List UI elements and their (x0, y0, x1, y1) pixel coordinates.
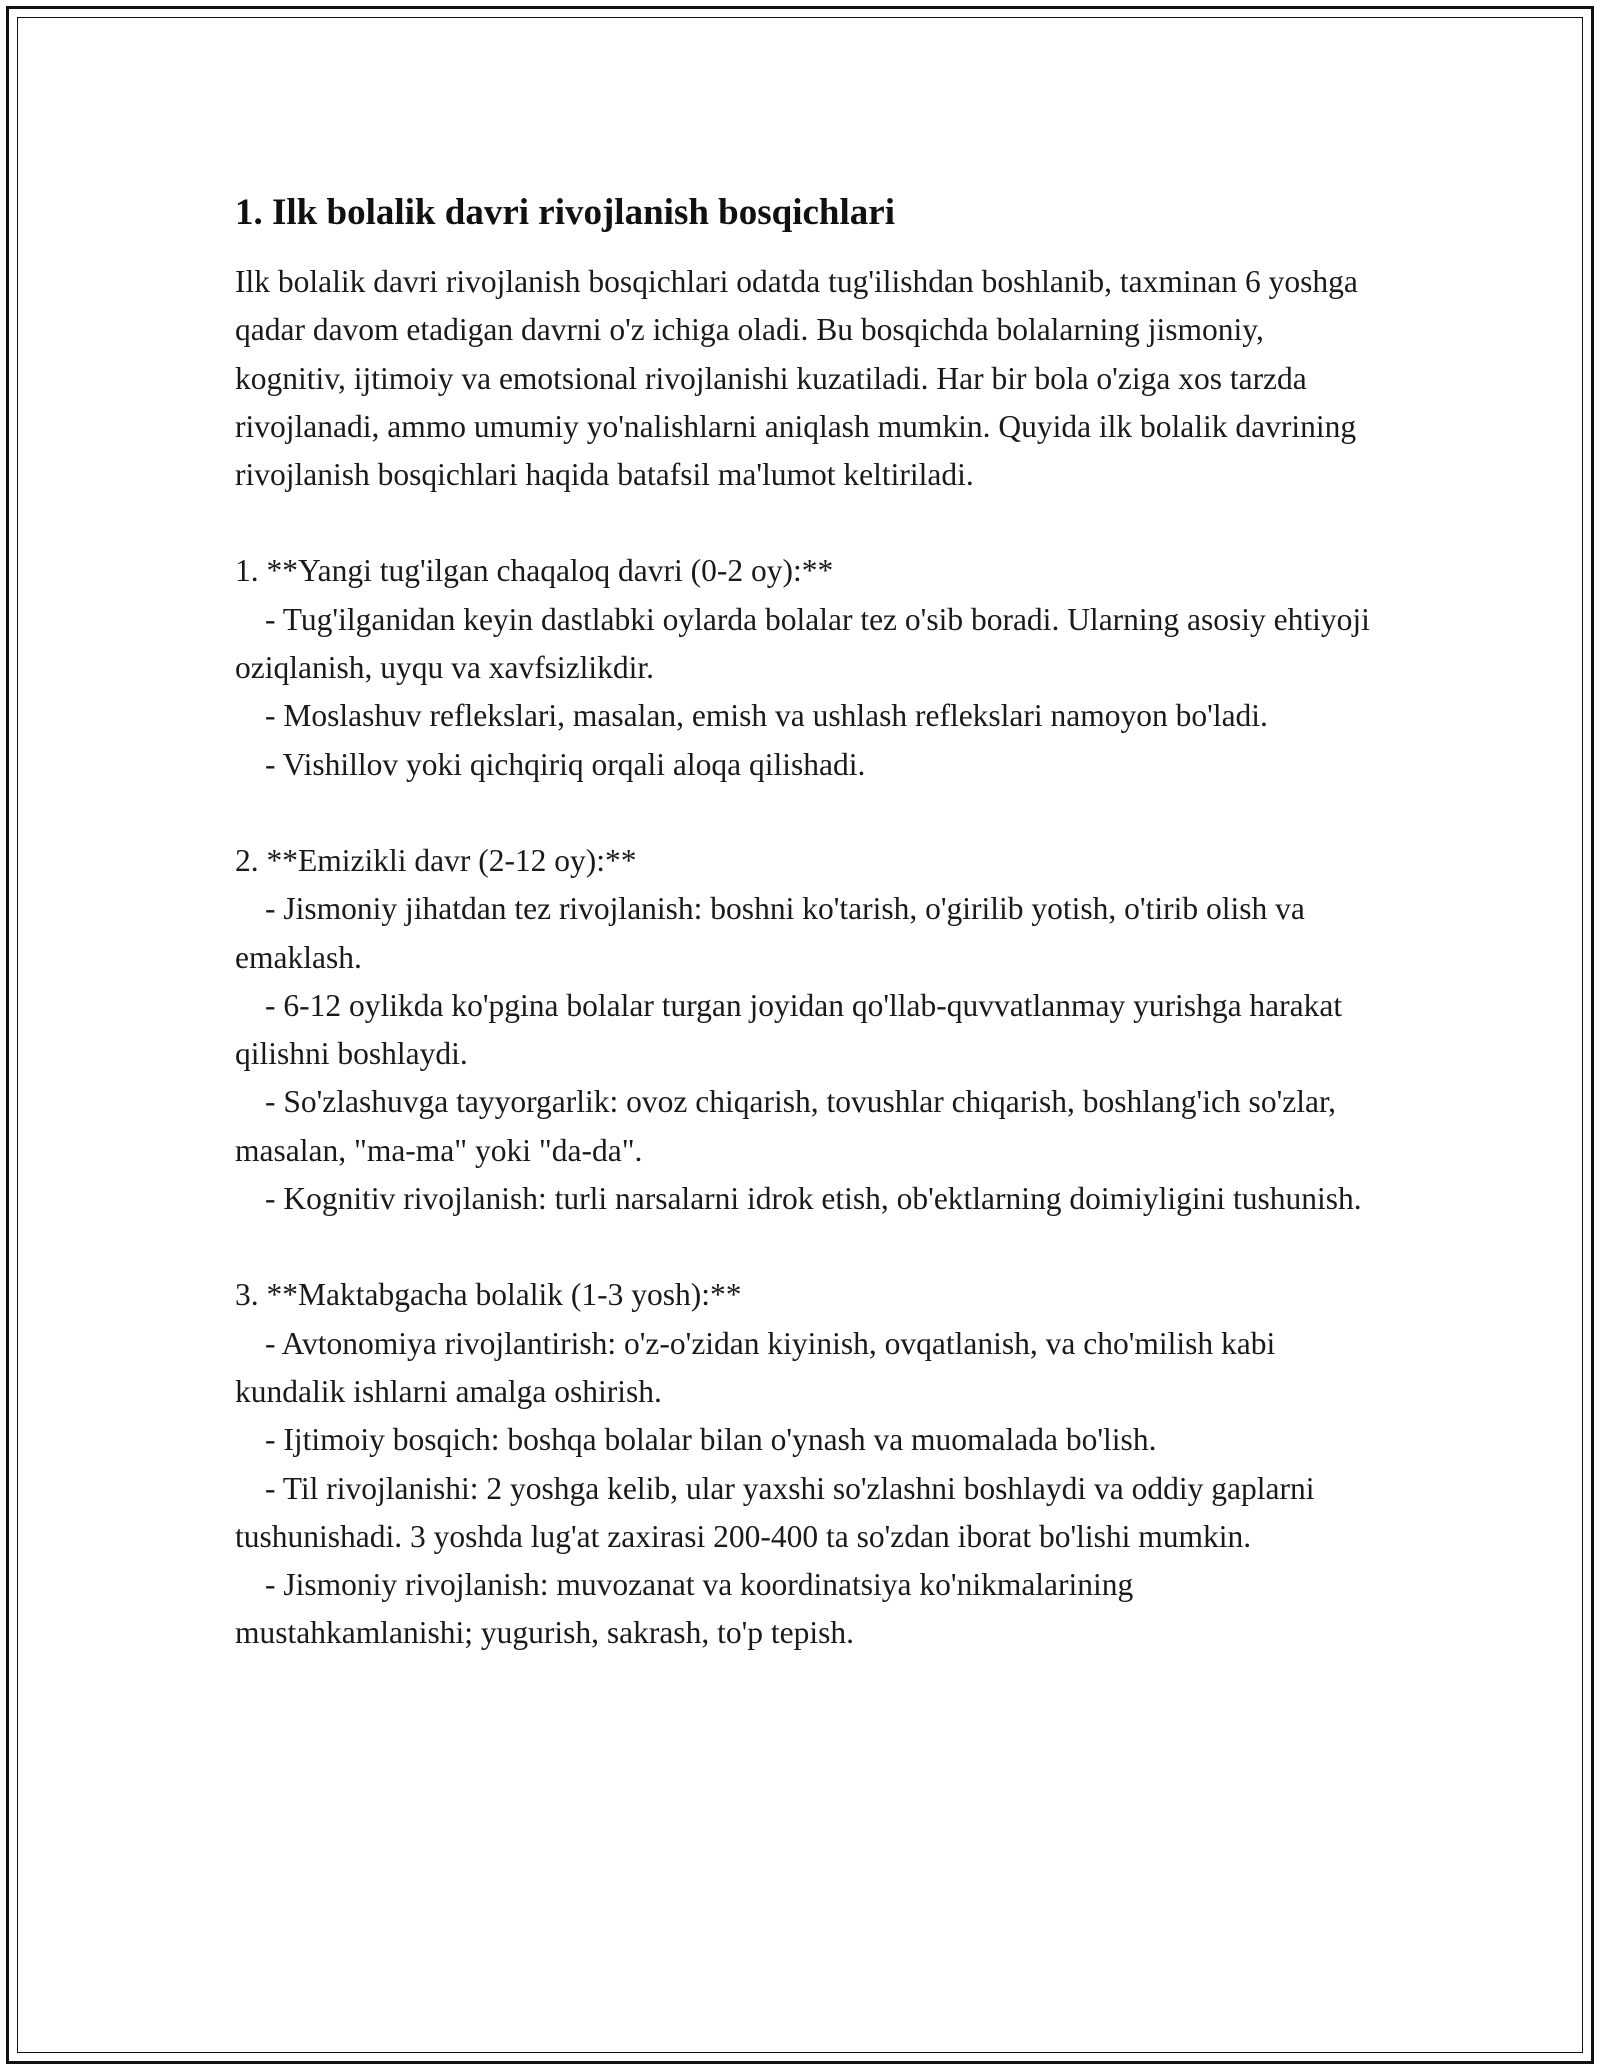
bullet-item (235, 1078, 1375, 1175)
document-title: 1. Ilk bolalik davri rivojlanish bosqichlari (235, 192, 895, 233)
bullet-item (235, 1416, 1375, 1464)
bullet-item (235, 692, 1375, 740)
section-heading: 1. **Yangi tug'ilgan chaqaloq davri (0-2 oy):** (235, 553, 834, 589)
bullet-item (235, 1320, 1375, 1417)
section-infancy (235, 837, 1375, 1223)
bullet-item (235, 1561, 1375, 1658)
document-body (235, 188, 1375, 1658)
bullet-text: - Tug'ilganidan keyin dastlabki oylarda bolalar tez o'sib boradi. Ularning asosiy ehtiyoji oziqlanish, uyqu va xavfsizlikdir. (235, 601, 1370, 686)
section-heading: 2. **Emizikli davr (2-12 oy):** (235, 842, 637, 878)
section-newborn (235, 547, 1375, 788)
bullet-text: - Jismoniy rivojlanish: muvozanat va koordinatsiya ko'nikmalarining mustahkamlanishi; yugurish, sakrash, to'p tepish. (235, 1567, 1134, 1651)
bullet-item (235, 741, 1375, 789)
bullet-text: - So'zlashuvga tayyorgarlik: ovoz chiqarish, tovushlar chiqarish, boshlang'ich so'zlar, masalan, "ma-ma" yoki "da-da". (235, 1084, 1337, 1168)
bullet-item (235, 885, 1375, 982)
intro-paragraph: Ilk bolalik davri rivojlanish bosqichlari odatda tug'ilishdan boshlanib, taxminan 6 yoshga qadar davom etadigan davrni o'z ichiga oladi. Bu bosqichda bolalarning jismoniy, kognitiv, ijtimoiy va emotsional rivojlanishi kuzatiladi. Har bir bola o'ziga xos tarzda rivojlanadi, ammo umumiy yo'nalishlarni aniqlash mumkin. Quyida ilk bolalik davrining rivojlanish bosqichlari haqida batafsil ma'lumot keltiriladi. (235, 264, 1366, 493)
bullet-text: - 6-12 oylikda ko'pgina bolalar turgan joyidan qo'llab-quvvatlanmay yurishga harakat qilishni boshlaydi. (235, 987, 1343, 1072)
section-heading: 3. **Maktabgacha bolalik (1-3 yosh):** (235, 1277, 742, 1313)
bullet-text: - Avtonomiya rivojlantirish: o'z-o'zidan kiyinish, ovqatlanish, va cho'milish kabi kundalik ishlarni amalga oshirish. (235, 1325, 1276, 1409)
bullet-item (235, 596, 1375, 693)
bullet-item (235, 1465, 1375, 1562)
bullet-text: - Vishillov yoki qichqiriq orqali aloqa qilishadi. (265, 746, 866, 782)
bullet-text: - Kognitiv rivojlanish: turli narsalarni idrok etish, ob'ektlarning doimiyligini tushunish. (265, 1181, 1362, 1217)
bullet-item (235, 982, 1375, 1079)
bullet-text: - Moslashuv reflekslari, masalan, emish va ushlash reflekslari namoyon bo'ladi. (265, 698, 1268, 734)
bullet-text: - Ijtimoiy bosqich: boshqa bolalar bilan o'ynash va muomalada bo'lish. (265, 1422, 1157, 1458)
bullet-item (235, 1175, 1375, 1223)
bullet-text: - Til rivojlanishi: 2 yoshga kelib, ular yaxshi so'zlashni boshlaydi va oddiy gaplarni tushunishadi. 3 yoshda lug'at zaxirasi 200-400 ta so'zdan iborat bo'lishi mumkin. (235, 1470, 1315, 1554)
section-toddler (235, 1271, 1375, 1657)
bullet-text: - Jismoniy jihatdan tez rivojlanish: boshni ko'tarish, o'girilib yotish, o'tirib olish va emaklash. (235, 891, 1305, 975)
